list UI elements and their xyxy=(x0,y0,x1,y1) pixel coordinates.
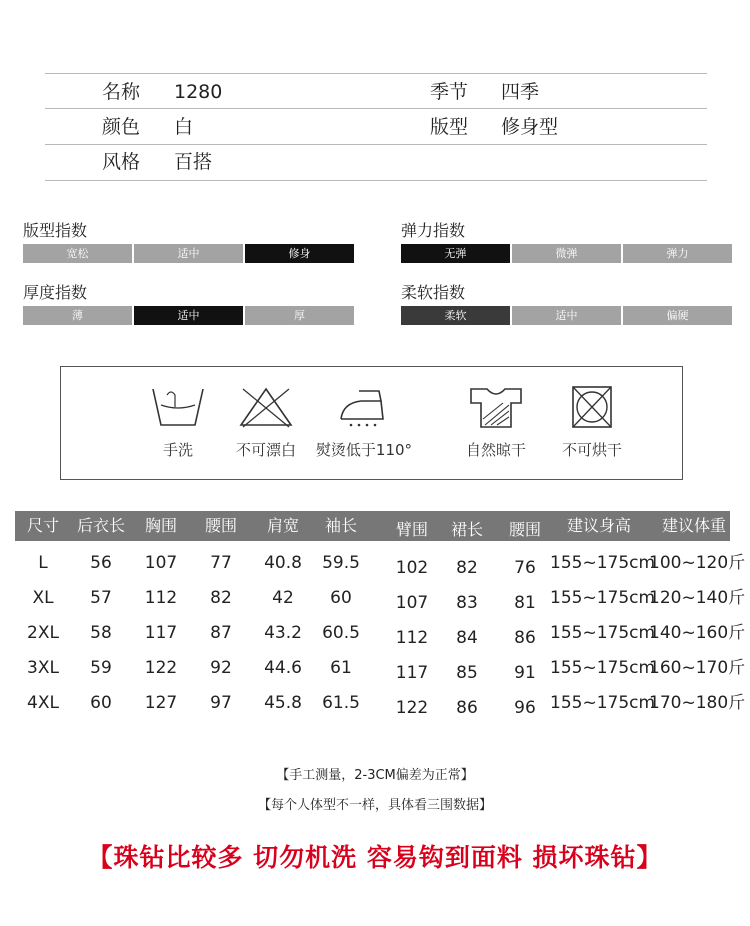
thickness-index-option: 厚 xyxy=(245,306,354,325)
size-table-cell: 61.5 xyxy=(322,693,360,713)
dry-flat-icon xyxy=(467,385,525,429)
size-header-cell: 臂围 xyxy=(395,520,428,539)
size-table-cell: 170~180斤 xyxy=(649,693,746,713)
season-label: 季节 xyxy=(430,81,469,103)
style-label: 风格 xyxy=(102,151,141,173)
size-table-cell: 56 xyxy=(90,553,112,573)
softness-index-option: 适中 xyxy=(512,306,621,325)
size-table-cell: 4XL xyxy=(27,693,59,713)
size-table-cell: 97 xyxy=(210,693,232,713)
care-item xyxy=(537,385,647,460)
size-header-cell: 袖长 xyxy=(324,516,357,535)
size-table-cell: 60.5 xyxy=(322,623,360,643)
size-table-cell: 77 xyxy=(210,553,232,573)
elasticity-index-bar xyxy=(401,244,732,263)
size-table-cell: 117 xyxy=(395,663,429,683)
size-table-cell: 155~175cm xyxy=(550,553,656,573)
name-value: 1280 xyxy=(174,81,223,103)
fit-index-title: 版型指数 xyxy=(23,221,88,240)
style-value: 百搭 xyxy=(174,151,213,173)
care-label: 自然晾干 xyxy=(465,441,526,459)
softness-index-bar xyxy=(401,306,732,325)
fit-index-bar xyxy=(23,244,354,263)
size-table-cell: 155~175cm xyxy=(550,588,656,608)
size-table-cell: 117 xyxy=(144,623,178,643)
care-label: 不可漂白 xyxy=(235,441,296,459)
care-item xyxy=(309,385,419,460)
fit-value: 修身型 xyxy=(501,116,559,138)
elasticity-index-option: 无弹 xyxy=(401,244,510,263)
size-table-cell: 107 xyxy=(144,553,178,573)
size-header-cell: 胸围 xyxy=(144,516,177,535)
size-table-cell: 61 xyxy=(330,658,352,678)
size-table-cell: 100~120斤 xyxy=(649,553,746,573)
size-table-cell: XL xyxy=(32,588,54,608)
divider xyxy=(45,180,707,181)
elasticity-index-title: 弹力指数 xyxy=(401,221,466,240)
size-table-cell: 58 xyxy=(90,623,112,643)
size-table-cell: 60 xyxy=(90,693,112,713)
size-table-cell: 43.2 xyxy=(264,623,302,643)
measurement-note: 【手工测量，2-3CM偏差为正常】 xyxy=(276,768,474,783)
size-table-cell: 42 xyxy=(272,588,294,608)
size-header-cell: 裙长 xyxy=(450,520,483,539)
softness-index-option: 柔软 xyxy=(401,306,510,325)
thickness-index-option: 适中 xyxy=(134,306,243,325)
size-table-cell: 155~175cm xyxy=(550,693,656,713)
fit-index-option: 宽松 xyxy=(23,244,132,263)
size-table-cell: 102 xyxy=(395,558,429,578)
size-header-cell: 腰围 xyxy=(508,520,541,539)
do-not-bleach-icon xyxy=(237,385,295,429)
softness-index-title: 柔软指数 xyxy=(401,283,466,302)
name-label: 名称 xyxy=(102,81,141,103)
thickness-index-bar xyxy=(23,306,354,325)
divider xyxy=(45,73,707,74)
size-table-cell: 76 xyxy=(514,558,536,578)
size-table-cell: 59.5 xyxy=(322,553,360,573)
size-table-cell: 2XL xyxy=(27,623,59,643)
size-table-cell: 140~160斤 xyxy=(649,623,746,643)
size-header-cell: 腰围 xyxy=(204,516,237,535)
size-header-cell: 建议身高 xyxy=(566,516,631,535)
fit-index-option: 修身 xyxy=(245,244,354,263)
size-table-cell: 57 xyxy=(90,588,112,608)
size-table-cell: 122 xyxy=(395,698,429,718)
size-table-cell: 112 xyxy=(395,628,429,648)
size-table-cell: 127 xyxy=(144,693,178,713)
size-table-cell: 45.8 xyxy=(264,693,302,713)
elasticity-index-option: 弹力 xyxy=(623,244,732,263)
size-table-cell: 96 xyxy=(514,698,536,718)
care-instructions-box xyxy=(60,366,683,480)
care-label: 手洗 xyxy=(162,441,193,459)
color-value: 白 xyxy=(174,116,194,138)
size-table-cell: 107 xyxy=(395,593,429,613)
size-table-cell: 122 xyxy=(144,658,178,678)
size-table-cell: 155~175cm xyxy=(550,623,656,643)
size-header-cell: 尺寸 xyxy=(26,516,59,535)
size-table-cell: 91 xyxy=(514,663,536,683)
size-header-cell: 建议体重 xyxy=(661,516,726,535)
size-table-cell: 155~175cm xyxy=(550,658,656,678)
size-table-cell: 3XL xyxy=(27,658,59,678)
color-label: 颜色 xyxy=(102,116,141,138)
thickness-index-title: 厚度指数 xyxy=(23,283,88,302)
size-table-cell: 92 xyxy=(210,658,232,678)
softness-index-option: 偏硬 xyxy=(623,306,732,325)
size-header-cell: 后衣长 xyxy=(76,516,125,535)
size-table-cell: 82 xyxy=(456,558,478,578)
size-table-cell: 59 xyxy=(90,658,112,678)
care-label: 不可烘干 xyxy=(561,441,622,459)
fit-index-option: 适中 xyxy=(134,244,243,263)
size-table-cell: 40.8 xyxy=(264,553,302,573)
iron-low-icon xyxy=(335,385,393,429)
hand-wash-icon xyxy=(149,385,207,429)
size-table-cell: 120~140斤 xyxy=(649,588,746,608)
size-table-cell: 81 xyxy=(514,593,536,613)
size-table-cell: 87 xyxy=(210,623,232,643)
size-table-cell: 84 xyxy=(456,628,478,648)
body-shape-note: 【每个人体型不一样，具体看三围数据】 xyxy=(257,798,492,813)
size-table-cell: 86 xyxy=(456,698,478,718)
elasticity-index-option: 微弹 xyxy=(512,244,621,263)
divider xyxy=(45,108,707,109)
do-not-tumble-dry-icon xyxy=(563,385,621,429)
thickness-index-option: 薄 xyxy=(23,306,132,325)
fit-label: 版型 xyxy=(430,116,469,138)
size-table-cell: 44.6 xyxy=(264,658,302,678)
size-table-cell: 112 xyxy=(144,588,178,608)
size-table-cell: 82 xyxy=(210,588,232,608)
divider xyxy=(45,144,707,145)
size-table-cell: 83 xyxy=(456,593,478,613)
size-table-cell: 85 xyxy=(456,663,478,683)
size-table-cell: 160~170斤 xyxy=(649,658,746,678)
season-value: 四季 xyxy=(501,81,540,103)
warning-banner: 【珠钻比较多 切勿机洗 容易钩到面料 损坏珠钻】 xyxy=(87,843,663,872)
size-header-cell: 肩宽 xyxy=(266,516,299,535)
care-item xyxy=(441,385,551,460)
care-label: 熨烫低于110° xyxy=(315,441,413,459)
care-item xyxy=(211,385,321,460)
size-table-cell: L xyxy=(38,553,48,573)
size-table-cell: 60 xyxy=(330,588,352,608)
size-table-cell: 86 xyxy=(514,628,536,648)
